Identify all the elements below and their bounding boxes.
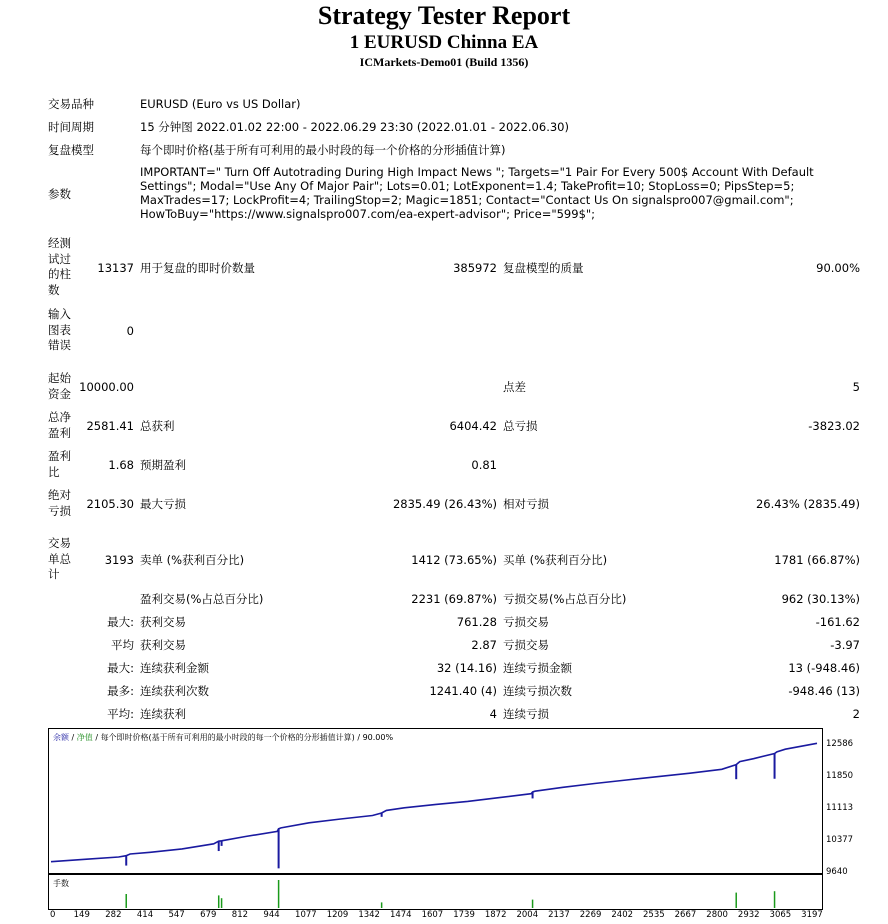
trades-label: 交易单总计	[48, 536, 71, 581]
y-tick-label: 10377	[826, 835, 854, 845]
x-tick-label: 2004	[516, 910, 539, 920]
x-tick-label: 2667	[674, 910, 697, 920]
pf-label: 盈利比	[48, 449, 71, 479]
quality-label: 复盘模型的质量	[503, 261, 584, 275]
y-tick-label: 12586	[826, 739, 854, 749]
largest-win-value: 761.28	[456, 615, 497, 629]
chart-legend	[53, 732, 393, 743]
row-avg2-label: 平均:	[107, 707, 134, 721]
x-tick-label: 944	[263, 910, 280, 920]
max-cons-win-label: 连续获利金额	[140, 661, 209, 675]
x-tick-label: 2800	[706, 910, 728, 920]
avg-cons-win-label: 连续获利	[140, 707, 186, 721]
volume-chart-svg	[49, 875, 822, 909]
abs-dd-value: 2105.30	[86, 497, 134, 511]
spread-label: 点差	[503, 380, 526, 394]
x-tick-label: 1872	[484, 910, 507, 920]
avg-cons-loss-value: 2	[852, 707, 860, 721]
report-subtitle: 1 EURUSD Chinna EA	[349, 32, 539, 53]
gross-profit-value: 6404.42	[449, 419, 497, 433]
report-server: ICMarkets-Demo01 (Build 1356)	[359, 55, 529, 69]
x-tick-label: 2535	[643, 910, 665, 920]
x-tick-label: 1474	[389, 910, 412, 920]
rel-dd-label: 相对亏损	[503, 497, 549, 511]
x-tick-label: 679	[200, 910, 217, 920]
legend-rest: / 每个即时价格(基于所有可利用的最小时段的每一个价格的分形插值计算) / 90.00%	[92, 733, 394, 742]
x-tick-label: 1739	[453, 910, 475, 920]
legend-equity: 净值	[76, 733, 93, 742]
most-cons-win-value: 1241.40 (4)	[429, 684, 497, 698]
x-tick-label: 0	[50, 910, 56, 920]
net-value: 2581.41	[86, 419, 134, 433]
y-tick-label: 11113	[826, 803, 854, 813]
deposit-value: 10000.00	[79, 380, 134, 394]
avg-cons-loss-label: 连续亏损	[503, 707, 549, 721]
x-tick-label: 2269	[579, 910, 602, 920]
largest-win-label: 获利交易	[140, 615, 186, 629]
report-title: Strategy Tester Report	[317, 1, 571, 30]
max-cons-loss-value: 13 (-948.46)	[788, 661, 860, 675]
model-label: 复盘模型	[48, 143, 94, 157]
period-label: 时间周期	[48, 120, 94, 134]
x-tick-label: 812	[231, 910, 249, 920]
legend-sep: /	[69, 733, 77, 742]
bars-value: 13137	[97, 261, 134, 275]
quality-value: 90.00%	[816, 261, 860, 275]
avg-win-value: 2.87	[471, 638, 497, 652]
most-cons-loss-value: -948.46 (13)	[788, 684, 860, 698]
ticks-label: 用于复盘的即时价数量	[140, 261, 255, 275]
trades-value: 3193	[104, 553, 134, 567]
x-tick-label: 2402	[611, 910, 634, 920]
period-value: 15 分钟图 2022.01.02 22:00 - 2022.06.29 23:30 (2022.01.01 - 2022.06.30)	[140, 120, 569, 134]
largest-loss-value: -161.62	[815, 615, 860, 629]
bars-label: 经测试过的柱数	[48, 236, 71, 297]
params-value: IMPORTANT=" Turn Off Autotrading During High Impact News "; Targets="1 Pair For Every 500$ Account With Default Settings"; Modal="Use Any Of Major Pair"; Lots=0.01; LotExponent=1.4; TakeProfit=10; StopLoss=0; PipsStep=5; MaxTrades=17; LockProfit=4; TrailingStop=2; Magic=1851; Contact="Contact Us On signalspro007@gmail.com"; HowToBuy="https://www.signalspro007.com/ea-expert-advisor"; Price="599$";	[140, 165, 814, 221]
balance-chart-svg	[49, 729, 822, 873]
gross-profit-label: 总获利	[140, 419, 175, 433]
x-tick-label: 3065	[769, 910, 792, 920]
win-value: 2231 (69.87%)	[411, 592, 497, 606]
symbol-value: EURUSD (Euro vs US Dollar)	[140, 97, 301, 111]
balance-chart	[48, 728, 823, 874]
x-tick-label: 1077	[295, 910, 317, 920]
expected-label: 预期盈利	[140, 458, 186, 472]
balance-line	[51, 743, 817, 861]
short-value: 1412 (73.65%)	[411, 553, 497, 567]
y-tick-label: 9640	[826, 867, 848, 877]
x-tick-label: 2137	[548, 910, 570, 920]
x-tick-label: 1607	[421, 910, 444, 920]
gross-loss-value: -3823.02	[808, 419, 860, 433]
avg-cons-win-value: 4	[489, 707, 497, 721]
win-label: 盈利交易(%占总百分比)	[140, 592, 264, 606]
x-tick-label: 547	[168, 910, 185, 920]
avg-win-label: 获利交易	[140, 638, 186, 652]
max-dd-value: 2835.49 (26.43%)	[392, 497, 497, 511]
params-label: 参数	[48, 187, 71, 201]
max-dd-label: 最大亏损	[140, 497, 186, 511]
max-cons-loss-label: 连续亏损金额	[503, 661, 572, 675]
deposit-label: 起始资金	[48, 371, 71, 401]
x-tick-label: 2932	[737, 910, 760, 920]
x-tick-label: 1342	[358, 910, 380, 920]
expected-value: 0.81	[471, 458, 497, 472]
long-label: 买单 (%获利百分比)	[503, 553, 608, 567]
symbol-label: 交易品种	[48, 97, 94, 111]
x-tick-label: 1209	[326, 910, 349, 920]
y-tick-label: 11850	[826, 771, 854, 781]
short-label: 卖单 (%获利百分比)	[140, 553, 245, 567]
row-avg-label: 平均	[111, 638, 134, 652]
x-tick-label: 149	[73, 910, 90, 920]
x-tick-label: 282	[105, 910, 122, 920]
spread-value: 5	[852, 380, 860, 394]
largest-loss-label: 亏损交易	[503, 615, 549, 629]
avg-loss-value: -3.97	[830, 638, 860, 652]
pf-value: 1.68	[108, 458, 134, 472]
x-tick-label: 3197	[801, 910, 823, 920]
legend-balance: 余额	[53, 733, 69, 742]
avg-loss-label: 亏损交易	[503, 638, 549, 652]
errors-label: 输入图表错误	[48, 307, 71, 352]
long-value: 1781 (66.87%)	[774, 553, 860, 567]
loss-value: 962 (30.13%)	[781, 592, 860, 606]
abs-dd-label: 绝对亏损	[48, 488, 71, 518]
net-label: 总净盈利	[48, 410, 71, 440]
max-cons-win-value: 32 (14.16)	[436, 661, 497, 675]
row-max2-label: 最大:	[107, 661, 134, 675]
ticks-value: 385972	[453, 261, 497, 275]
loss-label: 亏损交易(%占总百分比)	[503, 592, 627, 606]
most-cons-loss-label: 连续亏损次数	[503, 684, 572, 698]
x-tick-label: 414	[136, 910, 154, 920]
volume-chart	[48, 874, 823, 910]
row-max-label: 最大:	[107, 615, 134, 629]
model-value: 每个即时价格(基于所有可利用的最小时段的每一个价格的分形插值计算)	[140, 143, 506, 157]
gross-loss-label: 总亏损	[503, 419, 538, 433]
errors-value: 0	[126, 324, 134, 338]
volume-legend: 手数	[53, 879, 69, 888]
rel-dd-value: 26.43% (2835.49)	[755, 497, 860, 511]
most-cons-win-label: 连续获利次数	[140, 684, 209, 698]
row-most-label: 最多:	[107, 684, 134, 698]
